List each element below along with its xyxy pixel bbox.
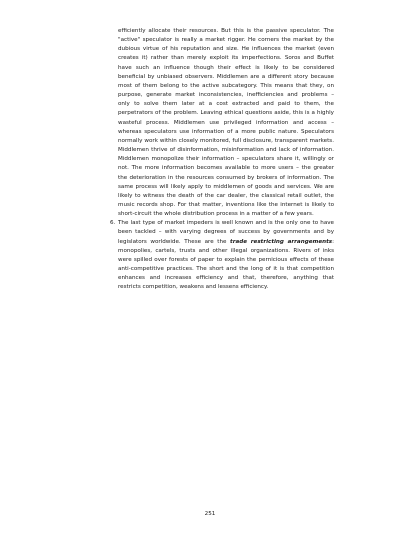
page-number: 251 (204, 511, 216, 517)
list-item-6 (110, 219, 334, 292)
item6-emphasis: trade restricting arrangements (230, 238, 333, 245)
list-number: 6. (110, 220, 116, 227)
item6-text-after: : monopolies, cartels, trusts and other illegal organizations. Rivers of inks were spilled over forests of paper to explain the pernicious effects of these anti-competitive practices. The short and the long of it is that competition enhances and increases efficiency and that, therefore, anything that restricts competition, weakens and lessens efficiency. (118, 238, 334, 291)
body-text (110, 27, 334, 293)
paragraph-continued: efficiently allocate their resources. But this is the passive speculator. The "active" speculator is really a market rigger. He corners the market by the dubious virtue of his reputation and size. He influences the market (even creates it) rather than merely exploit its imperfections. Soros and Buffet have such an influence though their effect is likely to be considered beneficial by unbiased observers. Middlemen are a different story because most of them belong to the active subcategory. This means that they, on purpose, generate market inconsistencies, inefficiencies and problems – only to solve them later at a cost extracted and paid to them, the perpetrators of the problem. Leaving ethical questions aside, this is a highly wasteful process. Middlemen use privileged information and access – whereas speculators use information of a more public nature. Speculators normally work within closely monitored, full disclosure, transparent markets. Middlemen thrive of disinformation, misinformation and lack of information. Middlemen monopolize their information – speculators share it, willingly or not. The more information becomes available to more users – the greater the deterioration in the resources consumed by brokers of information. The same process will likely apply to middlemen of goods and services. We are likely to witness the death of the car dealer, the classical retail outlet, the music records shop. For that matter, inventions like the internet is likely to short-circuit the whole distribution process in a matter of a few years. (118, 28, 334, 218)
item6-text-before: The last type of market impeders is well known and is the only one to have been tackled – with varying degrees of success by governments and by legislators worldwide. These are the (118, 220, 334, 245)
